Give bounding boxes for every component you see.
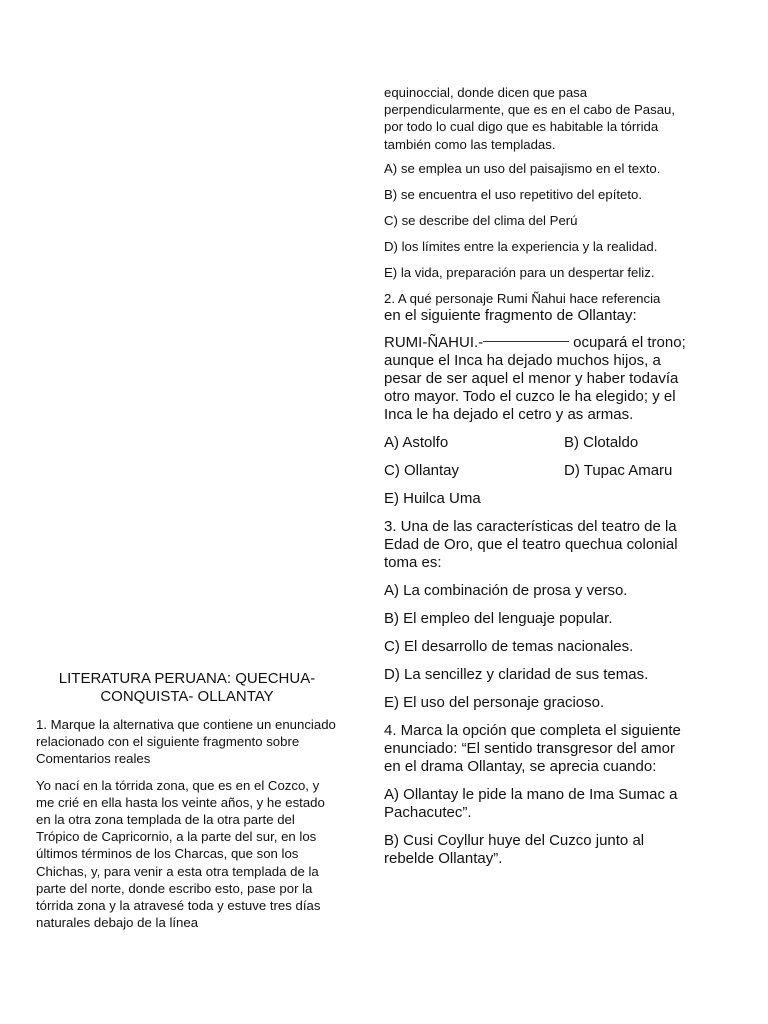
question-2-option-e: E) Huilca Uma xyxy=(384,489,481,507)
question-3-option-a: A) La combinación de prosa y verso. xyxy=(384,581,628,599)
question-2-prompt-line2: en el siguiente fragmento de Ollantay: xyxy=(384,306,637,324)
question-2-options-row-1 xyxy=(384,434,686,462)
question-3-option-e: E) El uso del personaje gracioso. xyxy=(384,693,605,711)
document-title: LITERATURA PERUANA: QUECHUA- CONQUISTA- OLLANTAY xyxy=(58,670,316,705)
question-1-option-d: D) los límites entre la experiencia y la realidad. xyxy=(384,238,658,254)
question-2-options-row-2 xyxy=(384,462,686,490)
question-3-option-c: C) El desarrollo de temas nacionales. xyxy=(384,637,634,655)
question-3-prompt: 3. Una de las características del teatro de la Edad de Oro, que el teatro quechua colonial toma es: xyxy=(384,517,678,571)
question-1-prompt: 1. Marque la alternativa que contiene un enunciado relacionado con el siguiente fragmento sobre Comentarios reales xyxy=(36,717,336,767)
left-column xyxy=(36,670,338,940)
question-1-passage-continued: equinoccial, donde dicen que pasa perpendicularmente, que es en el cabo de Pasau, por todo lo cual digo que es habitable la tórrida también como las templadas. xyxy=(384,85,676,152)
question-3-option-b: B) El empleo del lenguaje popular. xyxy=(384,609,613,627)
question-1-option-c: C) se describe del clima del Perú xyxy=(384,212,578,228)
right-column xyxy=(384,84,686,878)
question-2-passage-rest: trono; aunque el Inca ha dejado muchos hijos, a pesar de ser aquel el menor y haber todavía otro mayor. Todo el cuzco le ha elegido; y el Inca le ha dejado el cetro y as armas. xyxy=(384,333,686,423)
question-4-option-b: B) Cusi Coyllur huye del Cuzco junto al rebelde Ollantay”. xyxy=(384,831,645,867)
question-3-option-d: D) La sencillez y claridad de sus temas. xyxy=(384,665,649,683)
question-2-passage xyxy=(384,334,686,424)
question-1-option-a: A) se emplea un uso del paisajismo en el texto. xyxy=(384,160,661,176)
question-2-option-b: B) Clotaldo xyxy=(564,433,639,451)
question-4-option-a: A) Ollantay le pide la mano de Ima Sumac a Pachacutec”. xyxy=(384,785,678,821)
fill-in-blank-line xyxy=(483,341,569,342)
question-2-option-c: C) Ollantay xyxy=(384,461,460,479)
question-4-prompt: 4. Marca la opción que completa el siguiente enunciado: “El sentido transgresor del amor en el drama Ollantay, se aprecia cuando: xyxy=(384,721,681,775)
question-2-passage-after-blank: ocupará el xyxy=(573,333,644,351)
question-2-speaker: RUMI-ÑAHUI.- xyxy=(384,333,484,351)
question-1-passage: Yo nací en la tórrida zona, que es en el Cozco, y me crié en ella hasta los veinte años, y he estado en la otra zona templada de la otra parte del Trópico de Capricornio, a la parte del sur, en los últimos términos de los Charcas, que son los Chichas, y, para venir a esta otra templada de la parte del norte, donde escribo esto, pase por la tórrida zona y la atravesé toda y estuve tres días naturales debajo de la línea xyxy=(36,777,325,931)
question-1-option-e: E) la vida, preparación para un despertar feliz. xyxy=(384,264,655,280)
question-1-option-b: B) se encuentra el uso repetitivo del epíteto. xyxy=(384,186,643,202)
question-2-option-a: A) Astolfo xyxy=(384,433,449,451)
question-2-prompt-line1: 2. A qué personaje Rumi Ñahui hace referencia xyxy=(384,290,661,306)
question-2-option-d: D) Tupac Amaru xyxy=(564,461,673,479)
